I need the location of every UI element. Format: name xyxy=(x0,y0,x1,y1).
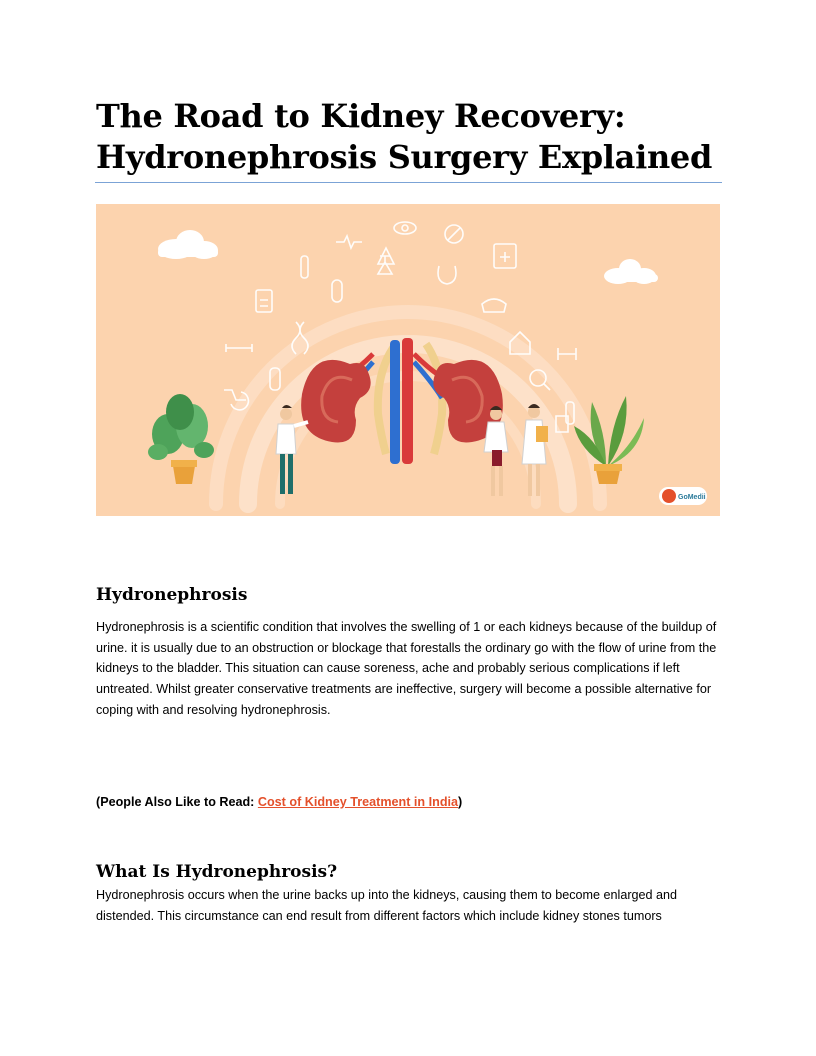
syringe-icon xyxy=(226,344,252,352)
stethoscope-icon xyxy=(438,266,456,284)
brand-logo-text: GoMedii xyxy=(678,494,706,501)
related-suffix: ) xyxy=(458,795,463,809)
cloud-left-icon xyxy=(158,230,218,259)
related-reading-line xyxy=(96,795,462,809)
title-underline xyxy=(95,182,722,183)
section-heading-what-is: What Is Hydronephrosis? xyxy=(96,862,338,882)
capsule-icon xyxy=(332,280,342,302)
related-prefix: (People Also Like to Read: xyxy=(96,795,258,809)
hero-illustration xyxy=(96,204,720,516)
nurse-cap-icon xyxy=(482,299,506,312)
section-paragraph-what-is: Hydronephrosis occurs when the urine backs up into the kidneys, causing them to become enlarged and distended. This circumstance can end result from different factors which include kidney stones tumors xyxy=(96,888,678,923)
article-title: The Road to Kidney Recovery: Hydronephrosis Surgery Explained xyxy=(96,97,713,176)
dumbbell-icon xyxy=(558,348,576,360)
heartbeat-icon xyxy=(336,236,362,248)
plant-right-icon xyxy=(574,396,644,484)
eye-icon xyxy=(394,222,416,234)
section-paragraph-hydronephrosis: Hydronephrosis is a scientific condition that involves the swelling of 1 or each kidneys because of the buildup of urine. it is usually due to an obstruction or blockage that forestalls the ordinary go with the flow of urine from the kidneys to the bladder. This situation can cause soreness, ache and probably serious complications if left untreated. Whilst greater conservative treatments are ineffective, surgery will become a possible alternative for coping with and resolving hydronephrosis. xyxy=(96,620,717,717)
plant-left-icon xyxy=(148,394,214,484)
clipboard-icon xyxy=(256,290,272,312)
section-heading-hydronephrosis: Hydronephrosis xyxy=(96,585,248,605)
brand-logo xyxy=(659,487,707,505)
thermometer-icon xyxy=(301,256,308,278)
cloud-right-icon xyxy=(604,259,658,284)
related-link[interactable]: Cost of Kidney Treatment in India xyxy=(257,795,459,809)
